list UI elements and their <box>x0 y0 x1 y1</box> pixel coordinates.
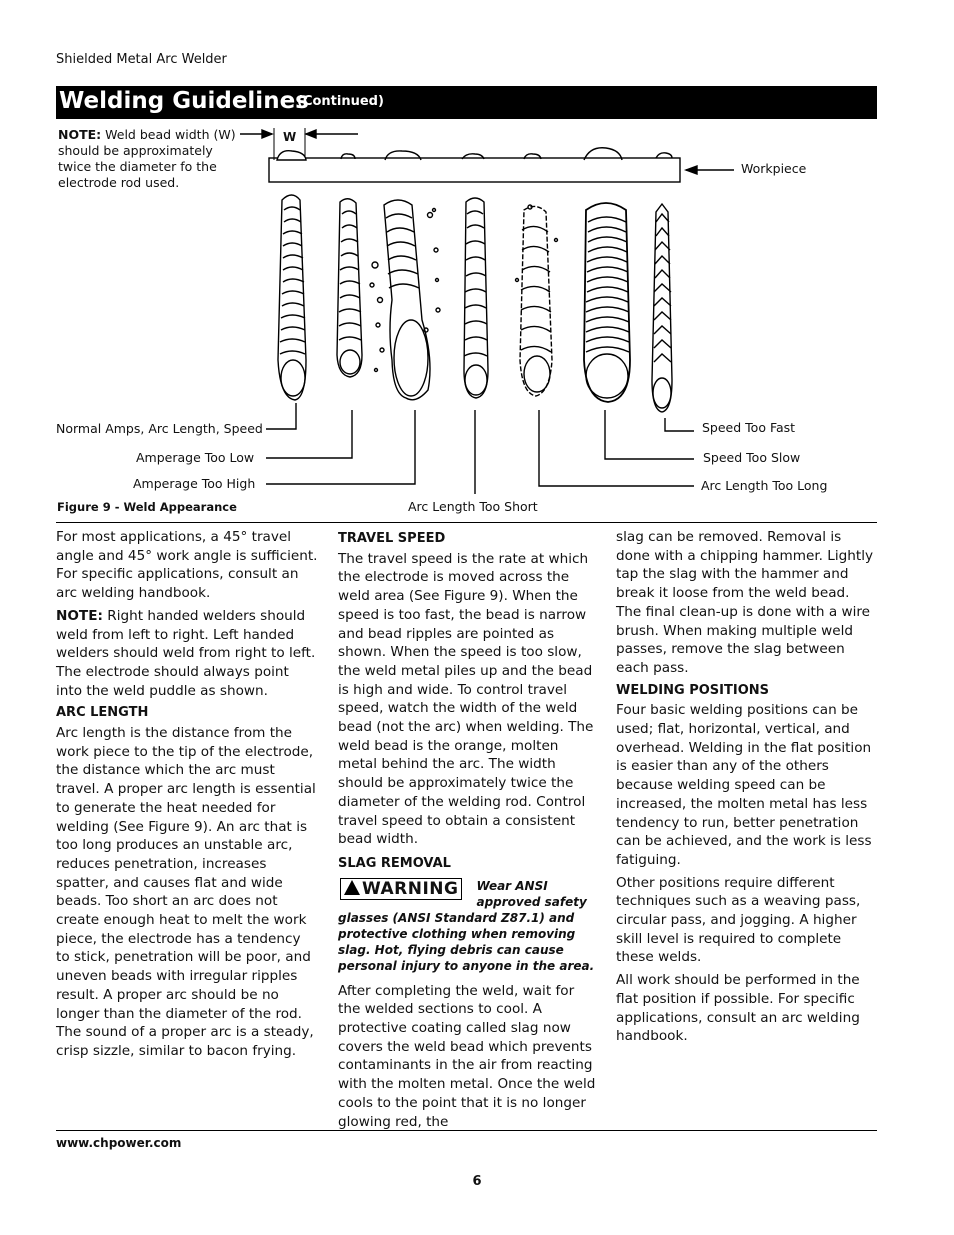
paragraph: All work should be performed in the flat position if possible. For specific applications, consult an arc welding handbook. <box>616 972 860 1045</box>
column-2 <box>338 528 600 1135</box>
warning-badge-label: WARNING <box>362 878 459 899</box>
leader-amp-high <box>266 410 415 484</box>
label-arc-short: Arc Length Too Short <box>408 499 538 514</box>
label-speed-fast: Speed Too Fast <box>702 420 796 435</box>
figure-divider <box>56 522 877 523</box>
warning-triangle-icon <box>344 880 360 895</box>
workpiece-bar <box>269 158 680 182</box>
workpiece-label: Workpiece <box>741 161 807 176</box>
bead-normal <box>278 195 306 400</box>
label-normal: Normal Amps, Arc Length, Speed <box>56 421 263 436</box>
paragraph: After completing the weld, wait for the welded sections to cool. A protective coating called slag now covers the weld bead which prevents contaminants in the air from reacting with the molten metal. Once the weld cools to the point that it is no longer glowing red, the <box>338 982 596 1130</box>
w-label: W <box>283 130 297 144</box>
leader-amp-low <box>266 410 352 458</box>
footer-divider <box>56 1130 877 1131</box>
weld-appearance-figure <box>0 0 954 520</box>
column-1 <box>56 528 318 1065</box>
note-label: NOTE: <box>56 607 103 624</box>
paragraph: Four basic welding positions can be used; flat, horizontal, vertical, and overhead. Welding in the flat position is easier than any of the others because welding speed can be increased, the molten metal has less tendency to run, better penetration can be achieved, and the work is less fatiguing. <box>616 702 872 868</box>
bead-speed-fast <box>652 204 672 412</box>
warning-badge <box>340 878 462 900</box>
paragraph: slag can be removed. Removal is done with a chipping hammer. Lightly tap the slag with the hammer and break it loose from the weld bead. The final clean-up is done with a wire brush. When making multiple weld passes, remove the slag between each pass. <box>616 529 874 676</box>
paragraph: Arc length is the distance from the work piece to the tip of the electrode, the distance which the arc must travel. A proper arc length is essential to generate the heat needed for welding (See Figure 9). An arc that is too long produces an unstable arc, reduces penetration, increases spatter, and causes flat and wide beads. Too short an arc does not create enough heat to melt the work piece, the electrode has a tendency to stick, penetration will be poor, and uneven beads with irregular ripples result. A proper arc should be no longer than the diameter of the rod. The sound of a proper arc is a steady, crisp sizzle, similar to bacon frying. <box>56 725 316 1059</box>
leader-speed-slow <box>605 410 694 459</box>
section-title: Welding Guidelines <box>59 88 309 114</box>
section-title-suffix: (Continued) <box>297 94 384 109</box>
leader-arc-long <box>539 410 694 486</box>
w-arrowhead-right <box>306 130 316 138</box>
heading-arc-length: ARC LENGTH <box>56 705 149 721</box>
leader-speed-fast <box>665 418 694 431</box>
paragraph: The travel speed is the rate at which the electrode is moved across the weld area (See Figure 9). When the speed is too fast, the bead is narrow and bead ripples are pointed as shown. When the speed is too slow, the weld metal piles up and the bead is high and wide. To control travel speed, watch the width of the weld bead (not the arc) when welding. The weld bead is the orange, molten metal behind the arc. The width should be approximately twice the diameter of the welding rod. Control travel speed to obtain a consistent bead width. <box>338 550 594 848</box>
heading-welding-positions: WELDING POSITIONS <box>616 682 769 698</box>
bead-arc-short <box>464 198 488 398</box>
warning-text: Wear ANSI approved safety glasses (ANSI Standard Z87.1) and protective clothing when removing slag. Hot, flying debris can cause personal injury to anyone in the area. <box>338 878 595 973</box>
label-amperage-high: Amperage Too High <box>133 476 256 491</box>
label-arc-long: Arc Length Too Long <box>701 478 828 493</box>
note-paragraph <box>56 607 318 701</box>
column-3 <box>616 528 878 1050</box>
warning-block <box>338 878 600 974</box>
heading-slag-removal: SLAG REMOVAL <box>338 855 451 871</box>
paragraph: Other positions require different techniques such as a weaving pass, circular pass, and jogging. A higher skill level is required to complete these welds. <box>616 874 861 966</box>
bead-profile <box>277 151 306 160</box>
note-text: Weld bead width (W) should be approximately twice the diameter fo the electrode rod used. <box>58 127 236 190</box>
running-head: Shielded Metal Arc Welder <box>56 52 227 67</box>
footer-url: www.chpower.com <box>56 1136 182 1150</box>
label-amperage-low: Amperage Too Low <box>136 450 255 465</box>
figure-caption: Figure 9 - Weld Appearance <box>57 500 237 514</box>
w-arrowhead-left <box>262 130 272 138</box>
paragraph: For most applications, a 45° travel angle and 45° work angle is sufficient. For specific applications, consult an arc welding handbook. <box>56 529 318 602</box>
heading-travel-speed: TRAVEL SPEED <box>338 531 446 546</box>
page-number: 6 <box>472 1174 482 1189</box>
bead-amperage-high <box>370 200 440 400</box>
note-body: Right handed welders should weld from left to right. Left handed welders should weld from right to left. The electrode should always point into the weld puddle as shown. <box>56 607 316 699</box>
bead-speed-slow <box>584 203 630 402</box>
bead-amperage-low <box>337 199 362 377</box>
bead-arc-long <box>516 205 558 396</box>
leader-normal <box>266 403 296 429</box>
note-label: NOTE: <box>58 127 102 142</box>
label-speed-slow: Speed Too Slow <box>703 450 801 465</box>
